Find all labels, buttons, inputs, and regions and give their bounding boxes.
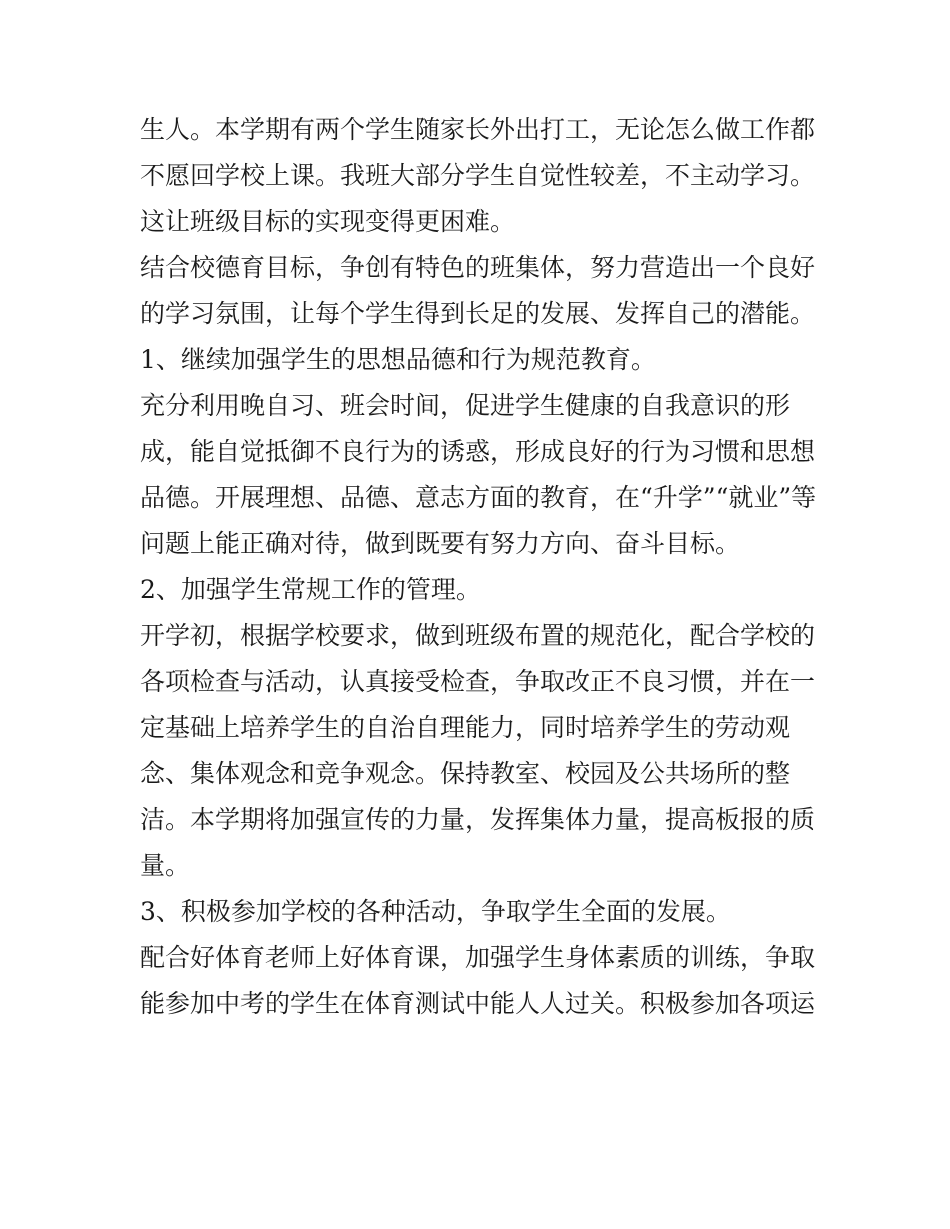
text-line: 能参加中考的学生在体育测试中能人人过关。积极参加各项运: [140, 989, 816, 1018]
text-line: 品德。开展理想、品德、意志方面的教育，在“升学”“就业”等: [140, 483, 817, 512]
text-line: 成，能自觉抵御不良行为的诱惑，形成良好的行为习惯和思想: [140, 437, 816, 466]
text-line: 问题上能正确对待，做到既要有努力方向、奋斗目标。: [140, 529, 741, 558]
text-line: 生人。本学期有两个学生随家长外出打工，无论怎么做工作都: [140, 115, 816, 144]
text-line: 各项检查与活动，认真接受检查，争取改正不良习惯，并在一: [140, 667, 816, 696]
text-line: 不愿回学校上课。我班大部分学生自觉性较差，不主动学习。: [140, 161, 816, 190]
section-heading: 1、继续加强学生的思想品德和行为规范教育。: [140, 345, 656, 374]
section-heading: 3、积极参加学校的各种活动，争取学生全面的发展。: [140, 897, 731, 926]
text-line: 这让班级目标的实现变得更困难。: [140, 207, 516, 236]
text-line: 念、集体观念和竞争观念。保持教室、校园及公共场所的整: [140, 759, 791, 788]
text-line: 开学初，根据学校要求，做到班级布置的规范化，配合学校的: [140, 621, 816, 650]
text-line: 充分利用晚自习、班会时间，促进学生健康的自我意识的形: [140, 391, 791, 420]
text-line: 的学习氛围，让每个学生得到长足的发展、发挥自己的潜能。: [140, 299, 816, 328]
text-line: 结合校德育目标，争创有特色的班集体，努力营造出一个良好: [140, 253, 816, 282]
text-line: 定基础上培养学生的自治自理能力，同时培养学生的劳动观: [140, 713, 791, 742]
document-body: [140, 107, 820, 1027]
section-heading: 2、加强学生常规工作的管理。: [140, 575, 481, 604]
text-line: 配合好体育老师上好体育课，加强学生身体素质的训练，争取: [140, 943, 816, 972]
text-line: 洁。本学期将加强宣传的力量，发挥集体力量，提高板报的质: [140, 805, 816, 834]
text-line: 量。: [140, 851, 191, 880]
